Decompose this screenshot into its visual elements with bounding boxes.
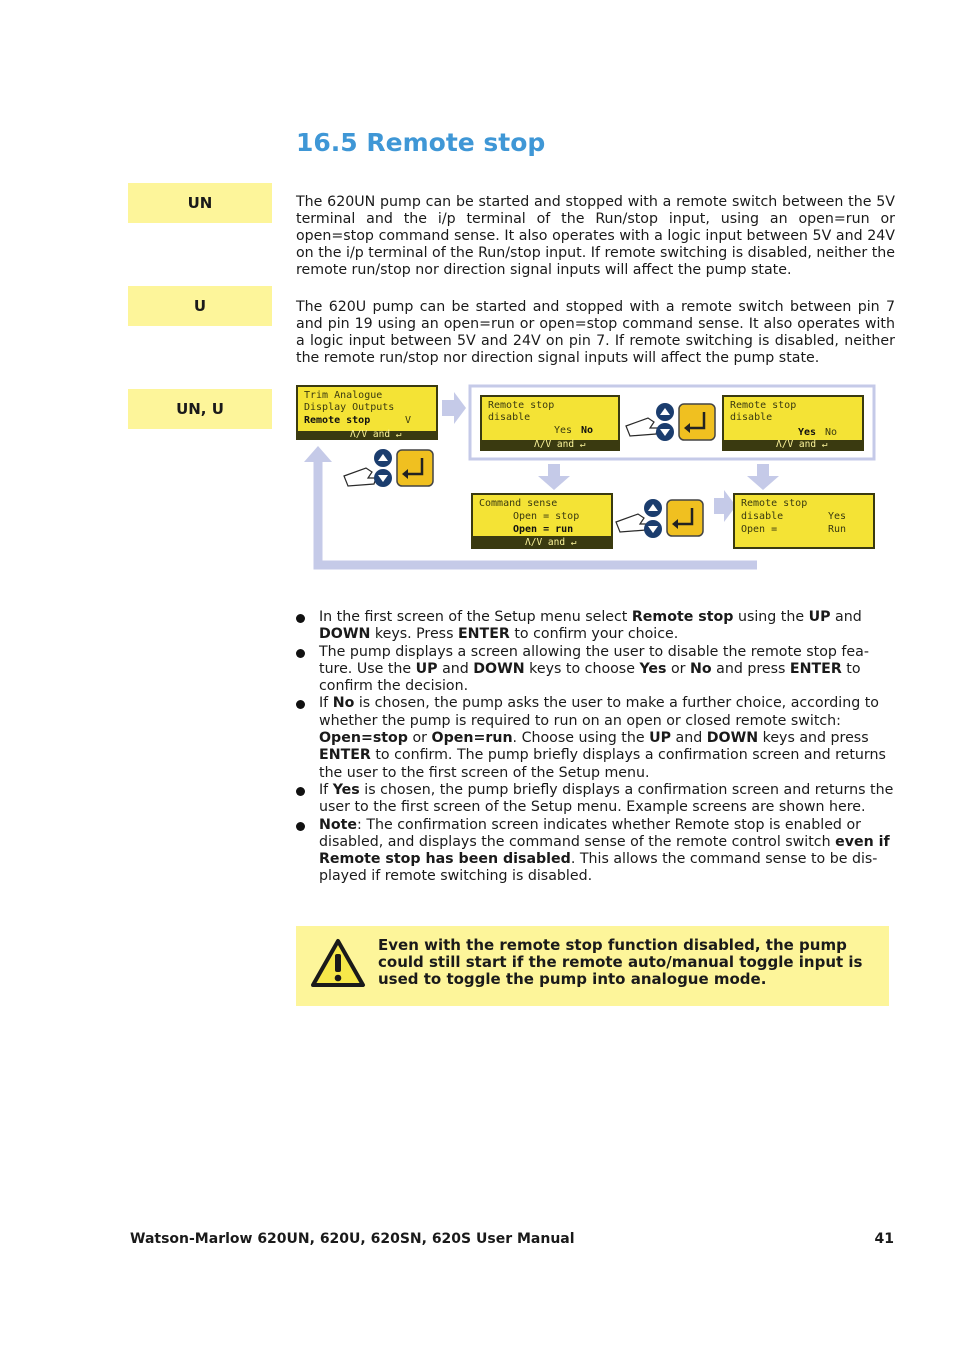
pointing-hand-icon	[616, 514, 648, 532]
instruction-text: or	[407, 730, 432, 747]
instruction-text: and press	[711, 660, 790, 677]
lcd5-line3a: Open =	[741, 524, 778, 535]
instruction-keyword: No	[690, 660, 712, 677]
keypad-group-2	[344, 449, 433, 487]
instruction-list	[296, 609, 896, 886]
lcd-screen-confirmation	[733, 493, 875, 549]
bullet-icon	[296, 700, 305, 709]
lcd2-no: No	[581, 425, 594, 436]
instruction-text: : The confirmation screen indicates whether Remote stop is enabled or disabled, and displays the command sense of the remote control switch	[319, 816, 861, 850]
instruction-keyword: Open=stop	[319, 730, 408, 747]
footer-manual-title: Watson-Marlow 620UN, 620U, 620SN, 620S User Manual	[130, 1231, 575, 1247]
instruction-text: keys to choose	[524, 660, 640, 677]
lcd-screen-remote-stop-no	[480, 395, 620, 451]
instruction-text: . This allows the command sense to be dis-played if remote switching is disabled.	[319, 851, 878, 885]
instruction-item	[296, 817, 896, 886]
instruction-text: If	[319, 695, 333, 712]
bullet-icon	[296, 822, 305, 831]
instruction-keyword: No	[332, 695, 355, 712]
instruction-keyword: Remote stop	[631, 609, 734, 625]
instruction-text: is chosen, the pump briefly displays a confirmation screen and returns the user to the first screen of the Setup menu. Example screens are shown here.	[319, 781, 894, 816]
paragraph-620un: The 620UN pump can be started and stopped with a remote switch between the 5V terminal and the i/p terminal of the Run/stop input, using an open=run or open=stop command sense. It also operates with a logic input between 5V and 24V on the i/p terminal of the Run/stop input. If remote switching is disabled, neither the remote run/stop nor direction signal inputs will affect the pump state.	[296, 194, 895, 278]
lcd1-line1: Trim Analogue	[304, 390, 383, 401]
bullet-icon	[296, 614, 305, 623]
lcd4-bar: Λ/V and ↵	[525, 537, 577, 548]
lcd5-line3b: Run	[828, 524, 847, 535]
warning-box	[296, 926, 889, 1006]
instruction-keyword: Note	[319, 816, 358, 833]
instruction-text: The pump displays a screen allowing the user to disable the remote stop fea-ture. Use the	[319, 643, 869, 677]
instruction-keyword: DOWN	[319, 626, 371, 643]
instruction-text: and	[671, 730, 707, 747]
instruction-keyword: ENTER	[457, 626, 510, 643]
lcd2-line2: disable	[488, 412, 531, 423]
lcd2-line1: Remote stop	[488, 400, 555, 411]
lcd1-line2: Display Outputs	[304, 402, 395, 413]
instruction-keyword: UP	[808, 609, 831, 625]
keypad-group-1	[626, 403, 715, 441]
lcd2-yes: Yes	[554, 425, 573, 436]
lcd3-line2: disable	[730, 412, 773, 423]
lcd-screen-command-sense	[471, 493, 613, 549]
instruction-text: is chosen, the pump asks the user to make a further choice, according to whether the pump is required to run on an open or closed remote switch:	[319, 695, 879, 729]
instruction-item	[296, 695, 896, 781]
page-number: 41	[874, 1231, 894, 1247]
instruction-text: . Choose using the	[512, 730, 650, 747]
instruction-text: keys. Press	[370, 626, 458, 643]
pointing-hand-icon	[626, 418, 658, 436]
instruction-keyword: DOWN	[706, 730, 759, 747]
instruction-keyword: UP	[649, 730, 672, 747]
instruction-keyword: even if Remote stop has been disabled	[319, 833, 890, 868]
paragraph-620u: The 620U pump can be started and stopped with a remote switch between pin 7 and pin 19 using an open=run or open=stop command sense. It also operates with a logic input between 5V and 24V on pin 7. If remote switching is disabled, neither the remote run/stop nor direction signal inputs will affect the pump state.	[296, 299, 895, 366]
lcd3-no: No	[825, 427, 838, 438]
instruction-keyword: DOWN	[473, 660, 525, 677]
instruction-keyword: Open=run	[431, 730, 513, 747]
lcd5-line1: Remote stop	[741, 498, 808, 509]
tag-u: U	[128, 286, 272, 326]
instruction-text: In the first screen of the Setup menu select	[319, 609, 632, 625]
enter-key-icon	[397, 450, 433, 486]
lcd1-bar: Λ/V and ↵	[350, 429, 402, 440]
instruction-text: to confirm your choice.	[509, 626, 679, 643]
lcd4-line2: Open = stop	[513, 511, 580, 522]
keypad-group-3	[616, 499, 703, 538]
lcd2-bar: Λ/V and ↵	[534, 439, 586, 450]
tag-un-u: UN, U	[128, 389, 272, 429]
instruction-keyword: ENTER	[789, 660, 842, 677]
lcd-screen-setup	[296, 385, 438, 440]
instruction-text: keys and press	[758, 730, 869, 747]
instruction-item	[296, 782, 896, 817]
lcd3-line1: Remote stop	[730, 400, 797, 411]
bullet-icon	[296, 787, 305, 796]
lcd1-line3-arrow: V	[405, 415, 412, 426]
instruction-item	[296, 644, 896, 696]
lcd1-line3: Remote stop	[304, 415, 371, 426]
pointing-hand-icon	[344, 468, 376, 486]
lcd3-bar: Λ/V and ↵	[776, 439, 828, 450]
page-title: 16.5 Remote stop	[296, 128, 546, 157]
instruction-keyword: Yes	[639, 660, 667, 677]
lcd5-line2b: Yes	[828, 511, 847, 522]
remote-stop-flow-diagram	[290, 380, 880, 572]
instruction-keyword: ENTER	[319, 747, 371, 764]
lcd4-line3: Open = run	[513, 524, 574, 535]
lcd-screen-remote-stop-yes	[722, 395, 864, 451]
warning-text: Even with the remote stop function disabled, the pump could still start if the remote auto/manual toggle input is used to toggle the pump into analogue mode.	[378, 936, 863, 988]
instruction-text: If	[319, 781, 333, 798]
bullet-icon	[296, 649, 305, 658]
instruction-keyword: Yes	[332, 781, 360, 798]
lcd3-yes: Yes	[798, 427, 817, 438]
instruction-text: to confirm. The pump briefly displays a confirmation screen and returns the user to the first screen of the Setup menu.	[319, 747, 886, 781]
instruction-text: or	[666, 660, 691, 677]
instruction-text: to confirm the decision.	[319, 660, 861, 695]
instruction-text: and	[830, 609, 862, 625]
instruction-text: using the	[733, 609, 809, 625]
lcd5-line2a: disable	[741, 511, 784, 522]
enter-key-icon	[679, 404, 715, 440]
lcd4-line1: Command sense	[479, 498, 558, 509]
instruction-keyword: UP	[415, 660, 438, 677]
instruction-text: and	[437, 660, 474, 677]
instruction-item	[296, 609, 896, 644]
enter-key-icon	[667, 500, 703, 536]
warning-triangle-icon	[310, 938, 366, 988]
tag-un: UN	[128, 183, 272, 223]
